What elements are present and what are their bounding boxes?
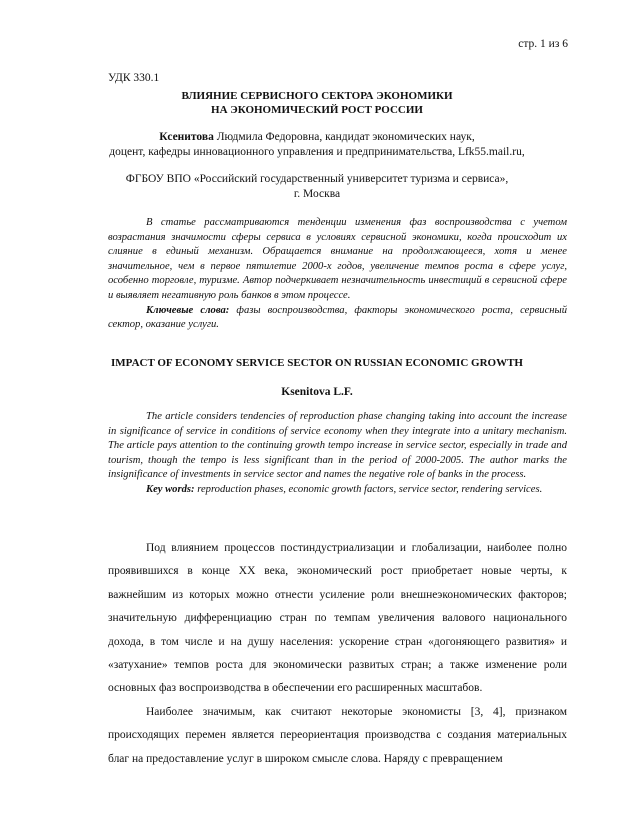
udc-code: УДК 330.1 — [108, 72, 160, 84]
abstract-ru — [108, 216, 567, 333]
abstract-en — [108, 410, 567, 498]
affiliation-ru — [60, 172, 574, 202]
author-ru-line2: доцент, кафедры инновационного управления и предпринимательства, Lfk55.mail.ru, — [109, 146, 525, 158]
keywords-ru — [108, 304, 567, 333]
body-paragraph-2: Наиболее значимым, как считают некоторые экономисты [3, 4], признаком происходящих перемен является переориентация производства с создания материальных благ на предоставление услуг в широком смысле слова. Наряду с превращением — [108, 705, 567, 765]
author-ru-surname: Ксенитова — [159, 131, 214, 143]
abstract-en-text: The article considers tendencies of reproduction phase changing taking into account the increase in significance of service in conditions of service economy when they integrate into a unitary mechanism. The article pays attention to the continuing growth tempo increase in service sector, especially in trade and tourism, though the tempo is less significant than in the period of 2000-2005. The author marks the insignificance of investments in service sector and names the negative role of banks in the process. — [108, 411, 567, 481]
author-ru — [60, 130, 574, 160]
title-en: IMPACT OF ECONOMY SERVICE SECTOR ON RUSSIAN ECONOMIC GROWTH — [111, 357, 523, 369]
keywords-en-label: Key words: — [146, 483, 195, 495]
author-en: Ksenitova L.F. — [281, 386, 353, 398]
title-ru-line1: ВЛИЯНИЕ СЕРВИСНОГО СЕКТОРА ЭКОНОМИКИ — [181, 90, 453, 102]
keywords-en-text: reproduction phases, economic growth factors, service sector, rendering services. — [194, 483, 543, 495]
title-ru-line2: НА ЭКОНОМИЧЕСКИЙ РОСТ РОССИИ — [211, 104, 423, 116]
page-number: стр. 1 из 6 — [518, 38, 568, 50]
keywords-ru-text: фазы воспроизводства, факторы экономического роста, сервисный сектор, оказание услуги. — [108, 304, 567, 331]
keywords-ru-label: Ключевые слова: — [146, 304, 230, 316]
author-ru-details: Людмила Федоровна, кандидат экономических наук, — [213, 131, 475, 143]
affiliation-ru-line1: ФГБОУ ВПО «Российский государственный университет туризма и сервиса», — [125, 173, 509, 185]
affiliation-ru-line2: г. Москва — [293, 188, 341, 200]
title-ru — [60, 89, 574, 117]
keywords-en — [108, 483, 567, 498]
abstract-ru-text: В статье рассматриваются тенденции изменения фаз воспроизводства с учетом возрастания значимости сферы сервиса в условиях сервисной экономики, когда происходит их слияние в единый механизм. Обращается внимание на продолжающееся, хотя и менее значительное, чем в первое пятилетие 2000-х годов, увеличение темпов роста в сфере услуг, особенно торговле, туризме. Автор подчеркивает незначительность инвестиций в сервисной сфере и выявляет негативную роль банков в этом процессе. — [108, 217, 567, 301]
author-ru-line1 — [60, 130, 574, 145]
body-paragraph-1: Под влиянием процессов постиндустриализации и глобализации, наиболее полно проявившихся в конце XX века, экономический рост приобретает новые черты, к важнейшим из которых можно отнести усиление роли внешнеэкономических факторов; значительную дифференциацию стран по темпам увеличения валового национального дохода, в том числе и на душу населения: ускорение стран «догоняющего развития» и «затухание» темпов роста для экономически развитых стран; а также изменение роли основных фаз воспроизводства в обеспечении его расширенных масштабов. — [108, 542, 567, 695]
body-text — [108, 537, 567, 771]
